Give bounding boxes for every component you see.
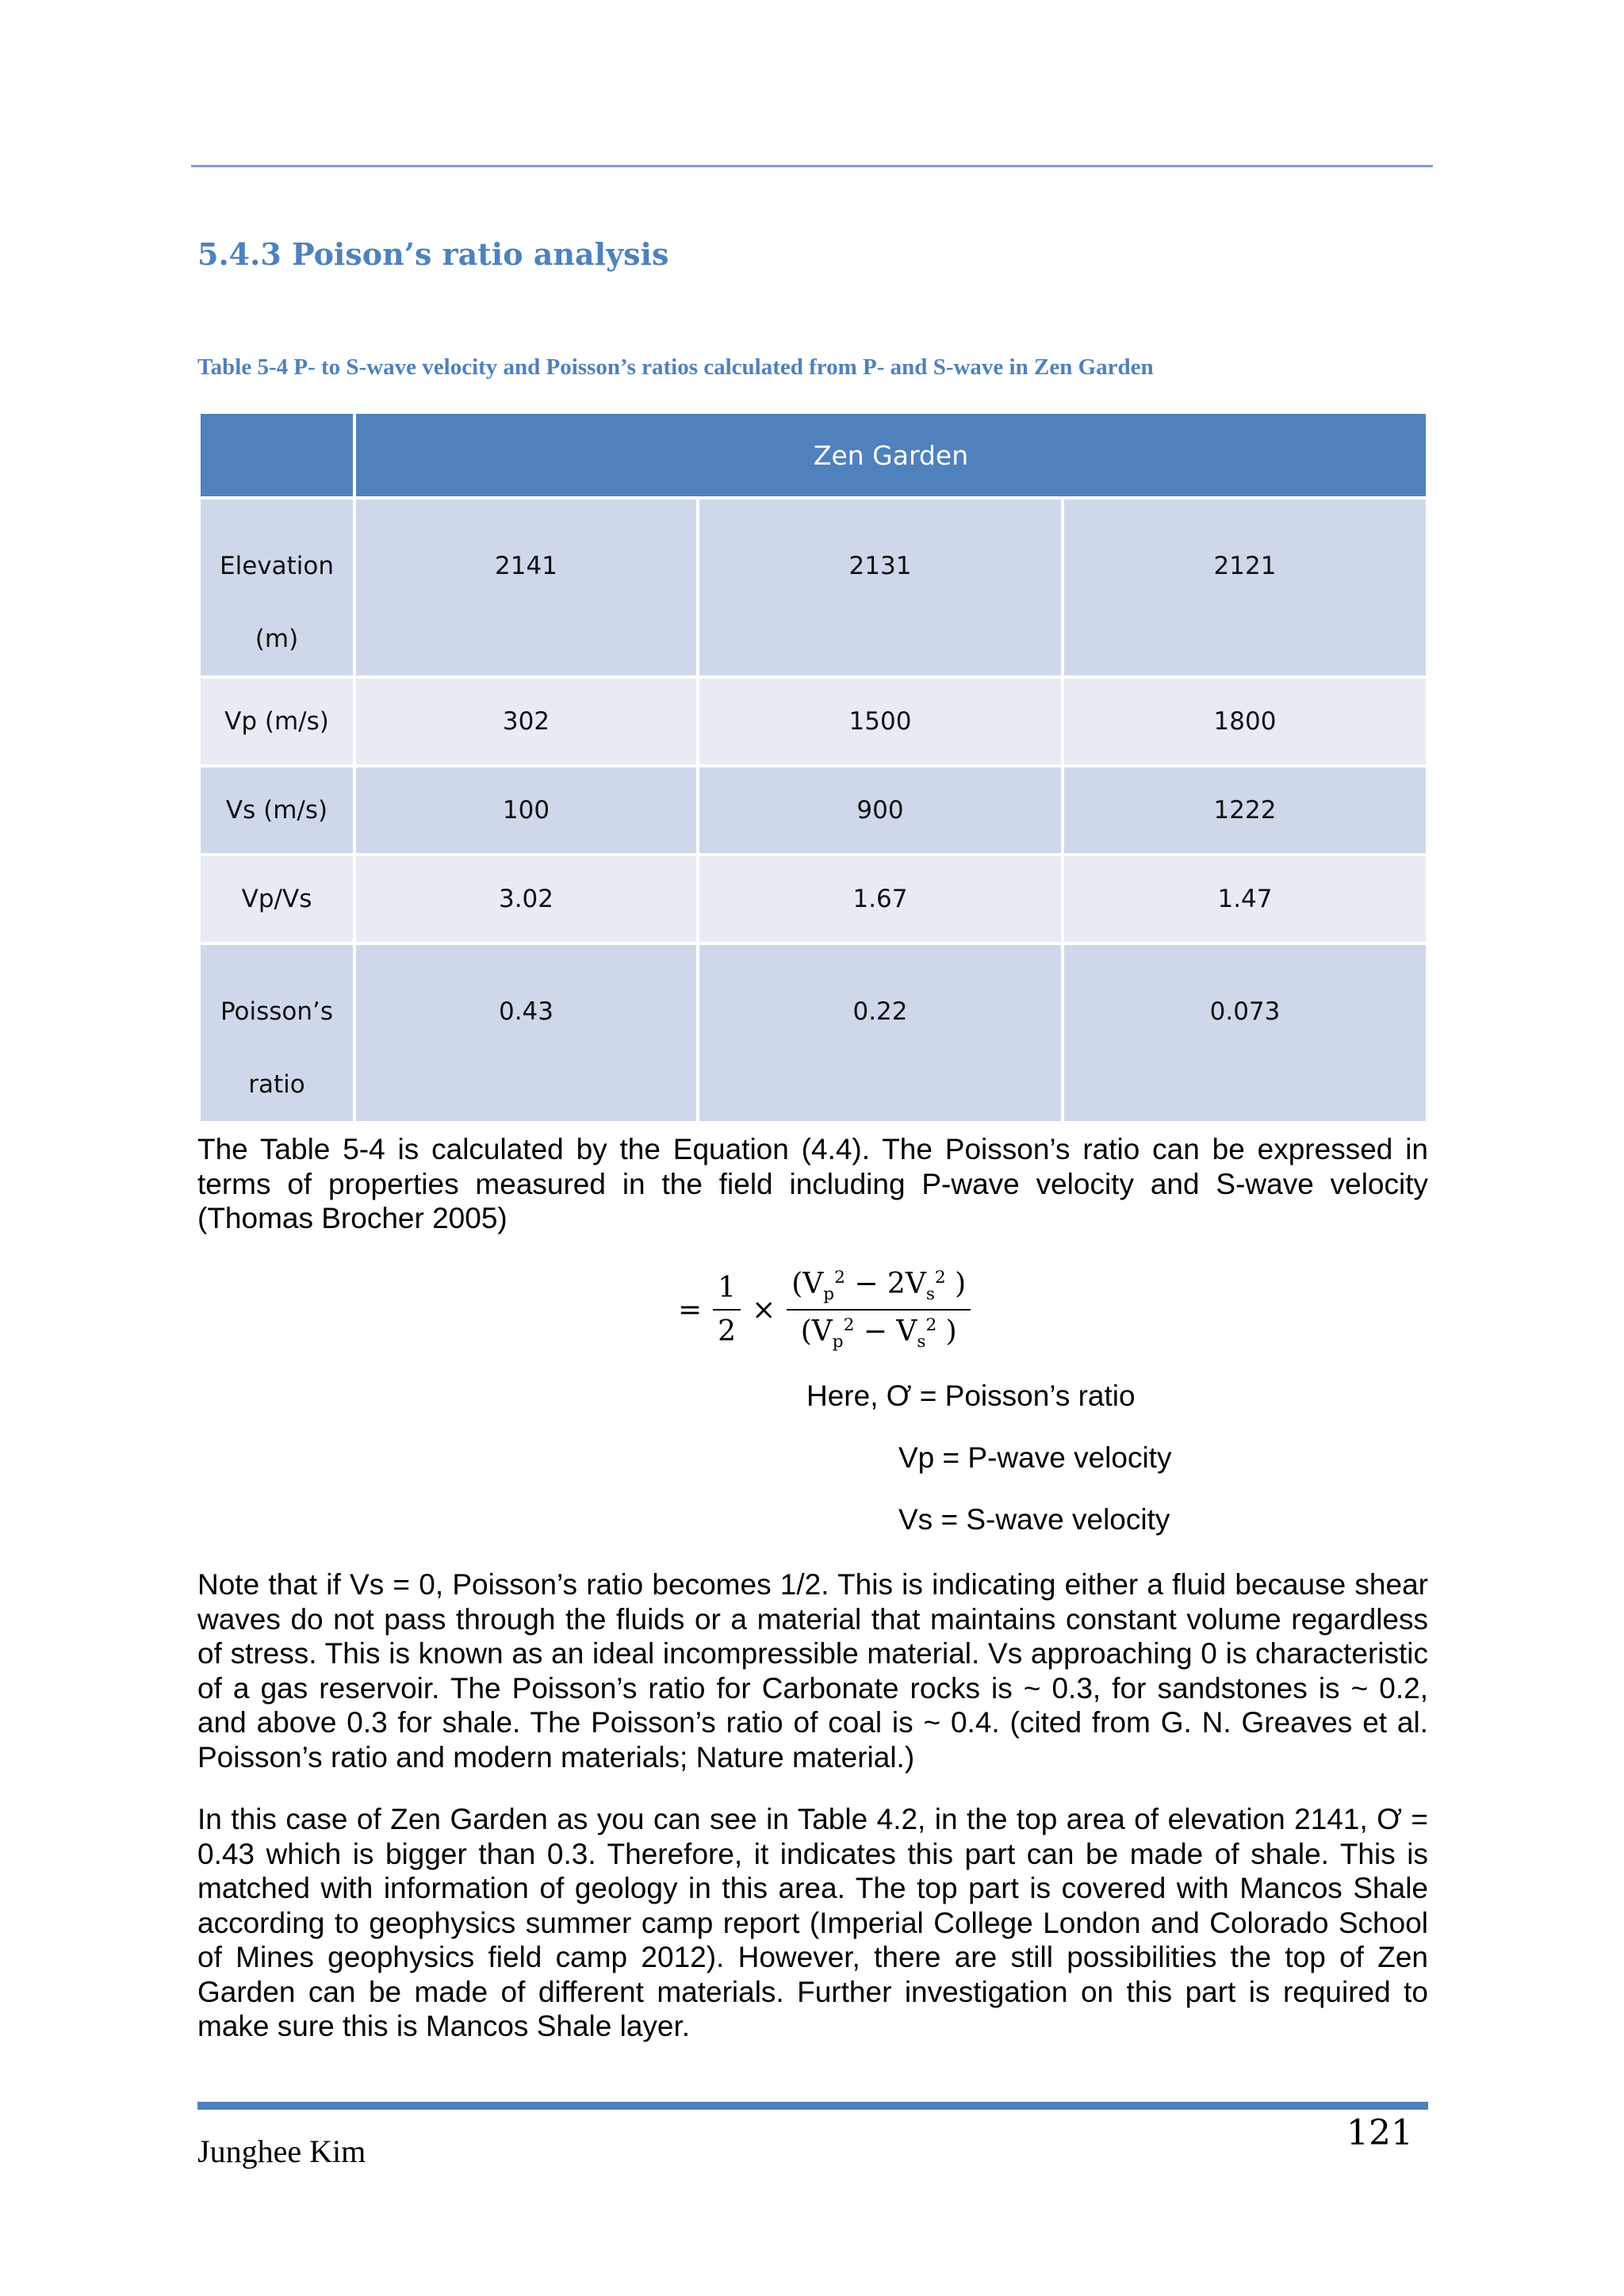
definition-vp: Vp = P-wave velocity	[898, 1441, 1172, 1474]
table-cell: 3.02	[354, 855, 698, 943]
table-row	[199, 855, 1427, 943]
paragraph-intro: The Table 5-4 is calculated by the Equation (4.4). The Poisson’s ratio can be expressed in terms of properties measured in the field including P-wave velocity and S-wave velocity (Thomas Brocher 2005)	[197, 1133, 1428, 1234]
table-row	[199, 943, 1427, 1123]
table-cell: 900	[698, 766, 1063, 855]
page-number: 121	[1346, 2113, 1413, 2153]
table-cell: 1.67	[698, 855, 1063, 943]
table-cell: 1.47	[1063, 855, 1427, 943]
poisson-equation	[678, 1262, 982, 1357]
table-row	[199, 677, 1427, 766]
row-label: Elevation (m)	[199, 498, 354, 677]
half-fraction: $\frac{1}{2}$	[713, 1272, 741, 1348]
footer-author: Junghee Kim	[197, 2133, 366, 2169]
table-corner-cell	[199, 412, 354, 498]
velocity-fraction: $\frac{(V_p^2 - 2V_s^2 )}{(V_p^2 - V_s^2 )}$	[787, 1268, 971, 1352]
table-cell: 0.22	[698, 943, 1063, 1123]
velocity-table	[197, 411, 1429, 1124]
times-sign: ×	[752, 1293, 776, 1326]
equals-sign: =	[678, 1293, 703, 1326]
table-cell: 2131	[698, 498, 1063, 677]
table-cell: 0.073	[1063, 943, 1427, 1123]
table-cell: 1222	[1063, 766, 1427, 855]
table-cell: 1800	[1063, 677, 1427, 766]
row-label: Vp/Vs	[199, 855, 354, 943]
table-row	[199, 498, 1427, 677]
definition-poisson: Here, Ơ = Poisson’s ratio	[806, 1380, 1136, 1412]
table-cell: 0.43	[354, 943, 698, 1123]
table-cell: 302	[354, 677, 698, 766]
row-label: Vs (m/s)	[199, 766, 354, 855]
table-cell: 2121	[1063, 498, 1427, 677]
definition-vs: Vs = S-wave velocity	[898, 1503, 1170, 1536]
section-title: 5.4.3 Poison’s ratio analysis	[197, 236, 669, 272]
header-rule	[191, 165, 1433, 167]
footer-rule	[197, 2102, 1428, 2110]
table-cell: 1500	[698, 677, 1063, 766]
table-header: Zen Garden	[354, 412, 1427, 498]
table-cell: 100	[354, 766, 698, 855]
paragraph-note: Note that if Vs = 0, Poisson’s ratio becomes 1/2. This is indicating either a fluid because shear waves do not pass through the fluids or a material that maintains constant volume regardless of stress. This is known as an ideal incompressible material. Vs approaching 0 is characteristic of a gas reservoir. The Poisson’s ratio for Carbonate rocks is ~ 0.3, for sandstones is ~ 0.2, and above 0.3 for shale. The Poisson’s ratio of coal is ~ 0.4. (cited from G. N. Greaves et al. Poisson’s ratio and modern materials; Nature material.)	[197, 1568, 1428, 1774]
table-cell: 2141	[354, 498, 698, 677]
row-label: Poisson’s ratio	[199, 943, 354, 1123]
paragraph-zen-garden: In this case of Zen Garden as you can see in Table 4.2, in the top area of elevation 2141, Ơ = 0.43 which is bigger than 0.3. Therefore, it indicates this part can be made of shale. This is matched with information of geology in this area. The top part is covered with Mancos Shale according to geophysics summer camp report (Imperial College London and Colorado School of Mines geophysics field camp 2012). However, there are still possibilities the top of Zen Garden can be made of different materials. Further investigation on this part is required to make sure this is Mancos Shale layer.	[197, 1803, 1428, 2042]
row-label: Vp (m/s)	[199, 677, 354, 766]
table-caption: Table 5-4 P- to S-wave velocity and Poisson’s ratios calculated from P- and S-wave in Zen Garden	[197, 354, 1154, 380]
table-row	[199, 766, 1427, 855]
